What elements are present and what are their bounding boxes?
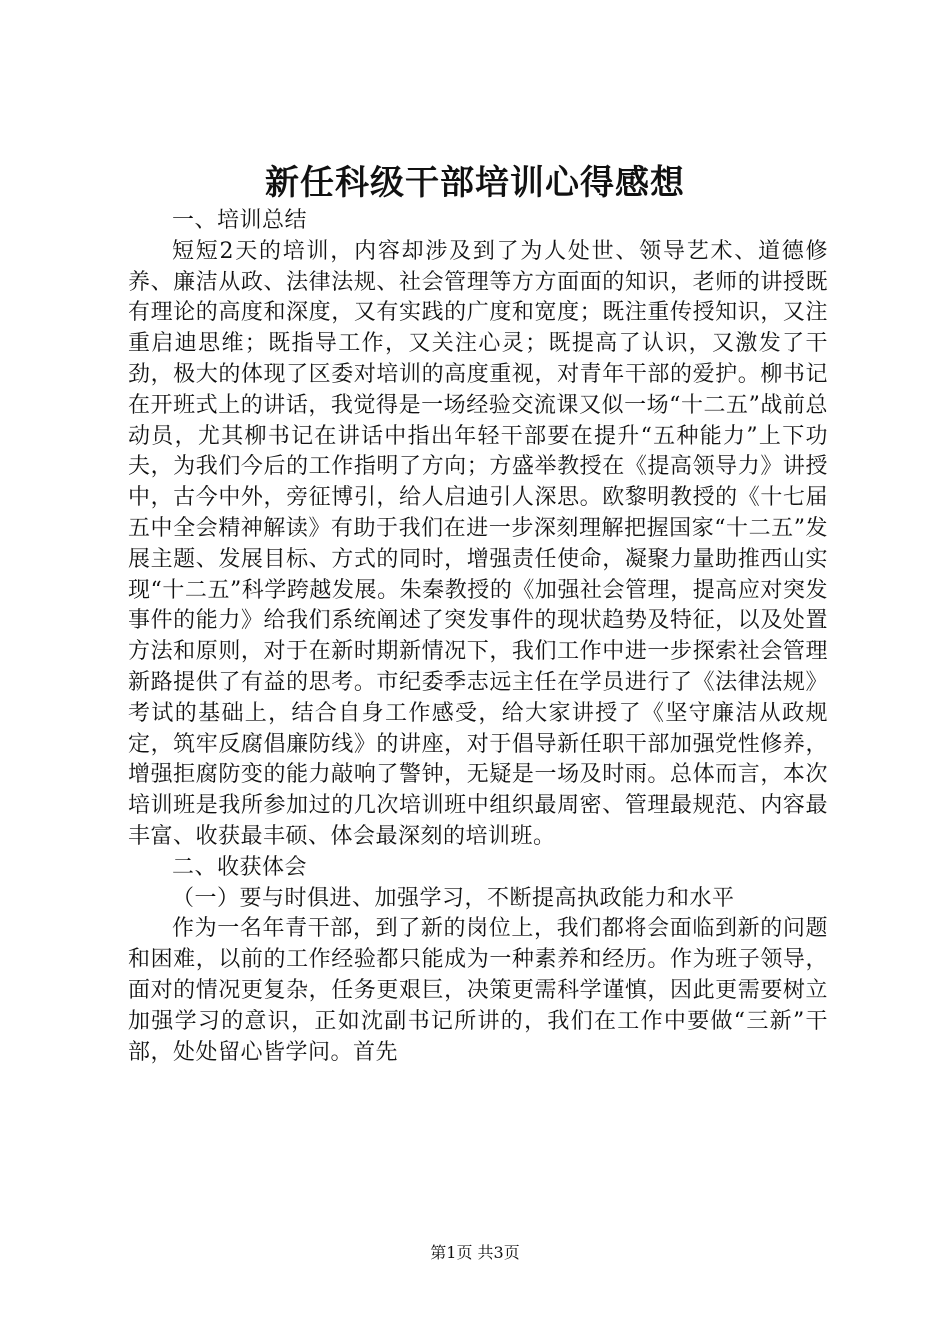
document-title: 新任科级干部培训心得感想 [265,163,685,203]
section-heading-summary: 一、培训总结 [172,208,308,233]
subsection-heading-learning: （一）要与时俱进、加强学习，不断提高执政能力和水平 [172,885,735,911]
section-heading-gains: 二、收获体会 [172,854,308,880]
paragraph-learning: 作为一名年青干部，到了新的岗位上，我们都将会面临到新的问题和困难，以前的工作经验都只能成为一种素养和经历。作为班子领导，面对的情况更复杂，任务更艰巨，决策更需科学谨慎，因此更需要树立加强学习的意识，正如沈副书记所讲的，我们在工作中要做“三新”干部，处处留心皆学问。首先 [128,916,828,1065]
page-footer: 第1页 共3页 [430,1243,520,1262]
paragraph-summary: 短短2天的培训，内容却涉及到了为人处世、领导艺术、道德修养、廉洁从政、法律法规、社会管理等方方面面的知识，老师的讲授既有理论的高度和深度，又有实践的广度和宽度；既注重传授知识，又注重启迪思维；既指导工作，又关注心灵；既提高了认识，又激发了干劲，极大的体现了区委对培训的高度重视，对青年干部的爱护。柳书记在开班式上的讲话，我觉得是一场经验交流课又似一场“十二五”战前总动员，尤其柳书记在讲话中指出年轻干部要在提升“五种能力”上下功夫，为我们今后的工作指明了方向；方盛举教授在《提高领导力》讲授中，古今中外，旁征博引，给人启迪引人深思。欧黎明教授的《十七届五中全会精神解读》有助于我们在进一步深刻理解把握国家“十二五”发展主题、发展目标、方式的同时，增强责任使命，凝聚力量助推西山实现“十二五”科学跨越发展。朱秦教授的《加强社会管理，提高应对突发事件的能力》给我们系统阐述了突发事件的现状趋势及特征，以及处置方法和原则，对于在新时期新情况下，我们工作中进一步探索社会管理新路提供了有益的思考。市纪委季志远主任在学员进行了《法律法规》考试的基础上，结合自身工作感受，给大家讲授了《坚守廉洁从政规定，筑牢反腐倡廉防线》的讲座，对于倡导新任职干部加强党性修养，增强拒腐防变的能力敲响了警钟，无疑是一场及时雨。总体而言，本次培训班是我所参加过的几次培训班中组织最周密、管理最规范、内容最丰富、收获最丰硕、体会最深刻的培训班。 [128,238,828,849]
document-body [128,206,828,1068]
